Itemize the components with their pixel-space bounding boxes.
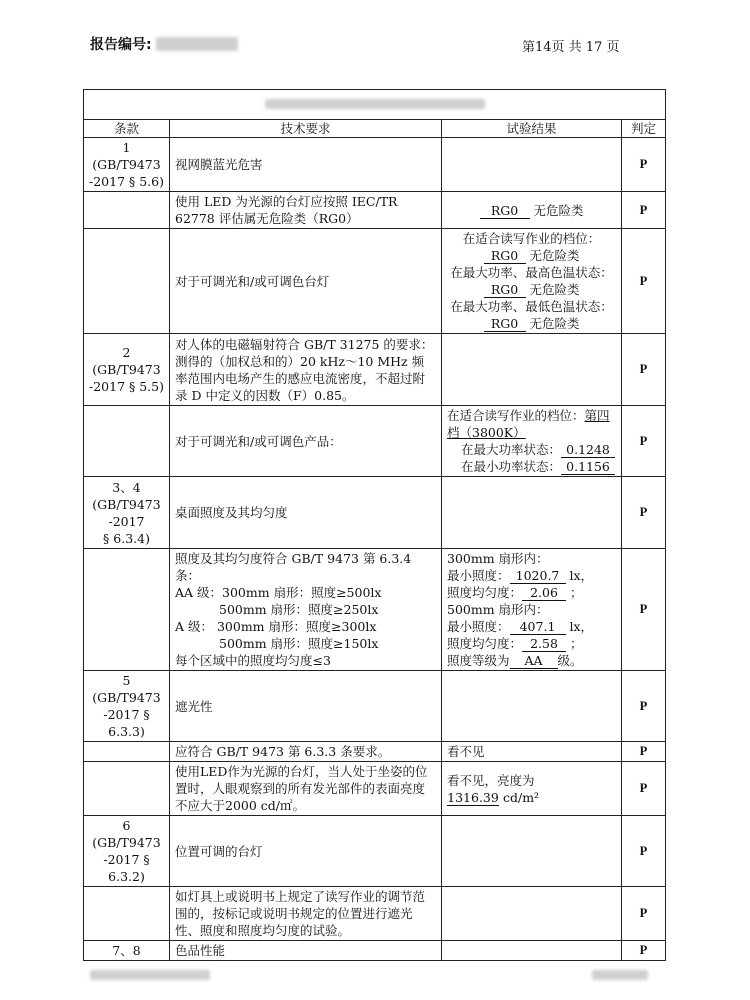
redacted-report-number	[156, 37, 238, 51]
table-row	[84, 887, 666, 941]
table-row	[84, 229, 666, 334]
result-cell	[442, 138, 622, 192]
table-row	[84, 816, 666, 887]
test-results-table	[83, 89, 666, 961]
result-cell: 在适合读写作业的档位：第四档（3800K） 在最大功率状态： 0.1248 在最小功率状态： 0.1156	[442, 406, 622, 477]
header-clause: 条款	[84, 120, 170, 138]
requirement-cell: 对于可调光和/或可调色台灯	[170, 229, 442, 334]
clause-cell: 1 (GB/T9473 -2017 § 5.6)	[84, 138, 170, 192]
result-cell: 在适合读写作业的档位： RG0 无危险类 在最大功率、最高色温状态： RG0 无危险类 在最大功率、最低色温状态： RG0 无危险类	[442, 229, 622, 334]
verdict-cell: P	[622, 406, 666, 477]
clause-cell: 6 (GB/T9473 -2017 § 6.3.2)	[84, 816, 170, 887]
table-row	[84, 941, 666, 961]
clause-cell	[84, 229, 170, 334]
verdict-cell: P	[622, 138, 666, 192]
requirement-cell: 遮光性	[170, 671, 442, 742]
clause-cell	[84, 549, 170, 671]
result-cell	[442, 941, 622, 961]
report-number-label	[90, 34, 238, 54]
requirement-cell: 对于可调光和/或可调色产品：	[170, 406, 442, 477]
table-title-row	[84, 90, 666, 120]
result-cell: 300mm 扇形内： 最小照度： 1020.7 lx， 照度均匀度： 2.06 ； 500mm 扇形内： 最小照度： 407.1 lx， 照度均匀度： 2.58 ； 照度等级为 AA 级。	[442, 549, 622, 671]
verdict-cell: P	[622, 671, 666, 742]
clause-cell	[84, 406, 170, 477]
requirement-cell: 桌面照度及其均匀度	[170, 477, 442, 549]
verdict-cell: P	[622, 229, 666, 334]
redacted-table-title	[84, 90, 666, 120]
requirement-cell: 照度及其均匀度符合 GB/T 9473 第 6.3.4 条： AA 级：300mm 扇形：照度≥500lx 500mm 扇形：照度≥250lx A 级： 300mm 扇形：照度≥300lx 500mm 扇形：照度≥150lx 每个区域中的照度均匀度≤3	[170, 549, 442, 671]
table-header-row	[84, 120, 666, 138]
table-row	[84, 742, 666, 762]
result-cell: RG0 无危险类	[442, 192, 622, 229]
header-result: 试验结果	[442, 120, 622, 138]
clause-cell	[84, 887, 170, 941]
table-row	[84, 138, 666, 192]
result-cell	[442, 671, 622, 742]
verdict-cell: P	[622, 549, 666, 671]
requirement-cell: 对人体的电磁辐射符合 GB/T 31275 的要求：测得的（加权总和的）20 kHz～10 MHz 频率范围内电场产生的感应电流密度，不超过附录 D 中定义的因数（F）0.85。	[170, 334, 442, 406]
header-requirement: 技术要求	[170, 120, 442, 138]
table-row	[84, 406, 666, 477]
result-cell	[442, 477, 622, 549]
requirement-cell: 使用 LED 为光源的台灯应按照 IEC/TR 62778 评估属无危险类（RG0）	[170, 192, 442, 229]
table-row	[84, 762, 666, 816]
result-cell	[442, 816, 622, 887]
redacted-footer-right	[592, 965, 648, 984]
clause-cell: 5 (GB/T9473 -2017 § 6.3.3)	[84, 671, 170, 742]
result-cell: 看不见	[442, 742, 622, 762]
requirement-cell: 色品性能	[170, 941, 442, 961]
result-cell: 看不见，亮度为 1316.39 cd/m²	[442, 762, 622, 816]
requirement-cell: 位置可调的台灯	[170, 816, 442, 887]
table-row	[84, 671, 666, 742]
verdict-cell: P	[622, 762, 666, 816]
table-row	[84, 192, 666, 229]
page-info: 第14页 共 17 页	[522, 40, 620, 55]
requirement-cell: 应符合 GB/T 9473 第 6.3.3 条要求。	[170, 742, 442, 762]
verdict-cell: P	[622, 192, 666, 229]
clause-cell	[84, 742, 170, 762]
verdict-cell: P	[622, 816, 666, 887]
requirement-cell: 使用LED作为光源的台灯，当人处于坐姿的位置时，人眼观察到的所有发光部件的表面亮度不应大于2000 cd/㎡。	[170, 762, 442, 816]
verdict-cell: P	[622, 742, 666, 762]
table-row	[84, 549, 666, 671]
result-cell	[442, 887, 622, 941]
redacted-footer-left	[90, 965, 210, 984]
table-row	[84, 334, 666, 406]
clause-cell: 2 (GB/T9473 -2017 § 5.5)	[84, 334, 170, 406]
clause-cell	[84, 762, 170, 816]
verdict-cell: P	[622, 334, 666, 406]
table-row	[84, 477, 666, 549]
result-cell	[442, 334, 622, 406]
clause-cell: 7、8	[84, 941, 170, 961]
clause-cell: 3、4 (GB/T9473 -2017 § 6.3.4)	[84, 477, 170, 549]
verdict-cell: P	[622, 477, 666, 549]
requirement-cell: 如灯具上或说明书上规定了读写作业的调节范围的，按标记或说明书规定的位置进行遮光性、照度和照度均匀度的试验。	[170, 887, 442, 941]
report-number-text: 报告编号:	[90, 37, 152, 53]
requirement-cell: 视网膜蓝光危害	[170, 138, 442, 192]
header-verdict: 判定	[622, 120, 666, 138]
clause-cell	[84, 192, 170, 229]
verdict-cell: P	[622, 887, 666, 941]
verdict-cell: P	[622, 941, 666, 961]
